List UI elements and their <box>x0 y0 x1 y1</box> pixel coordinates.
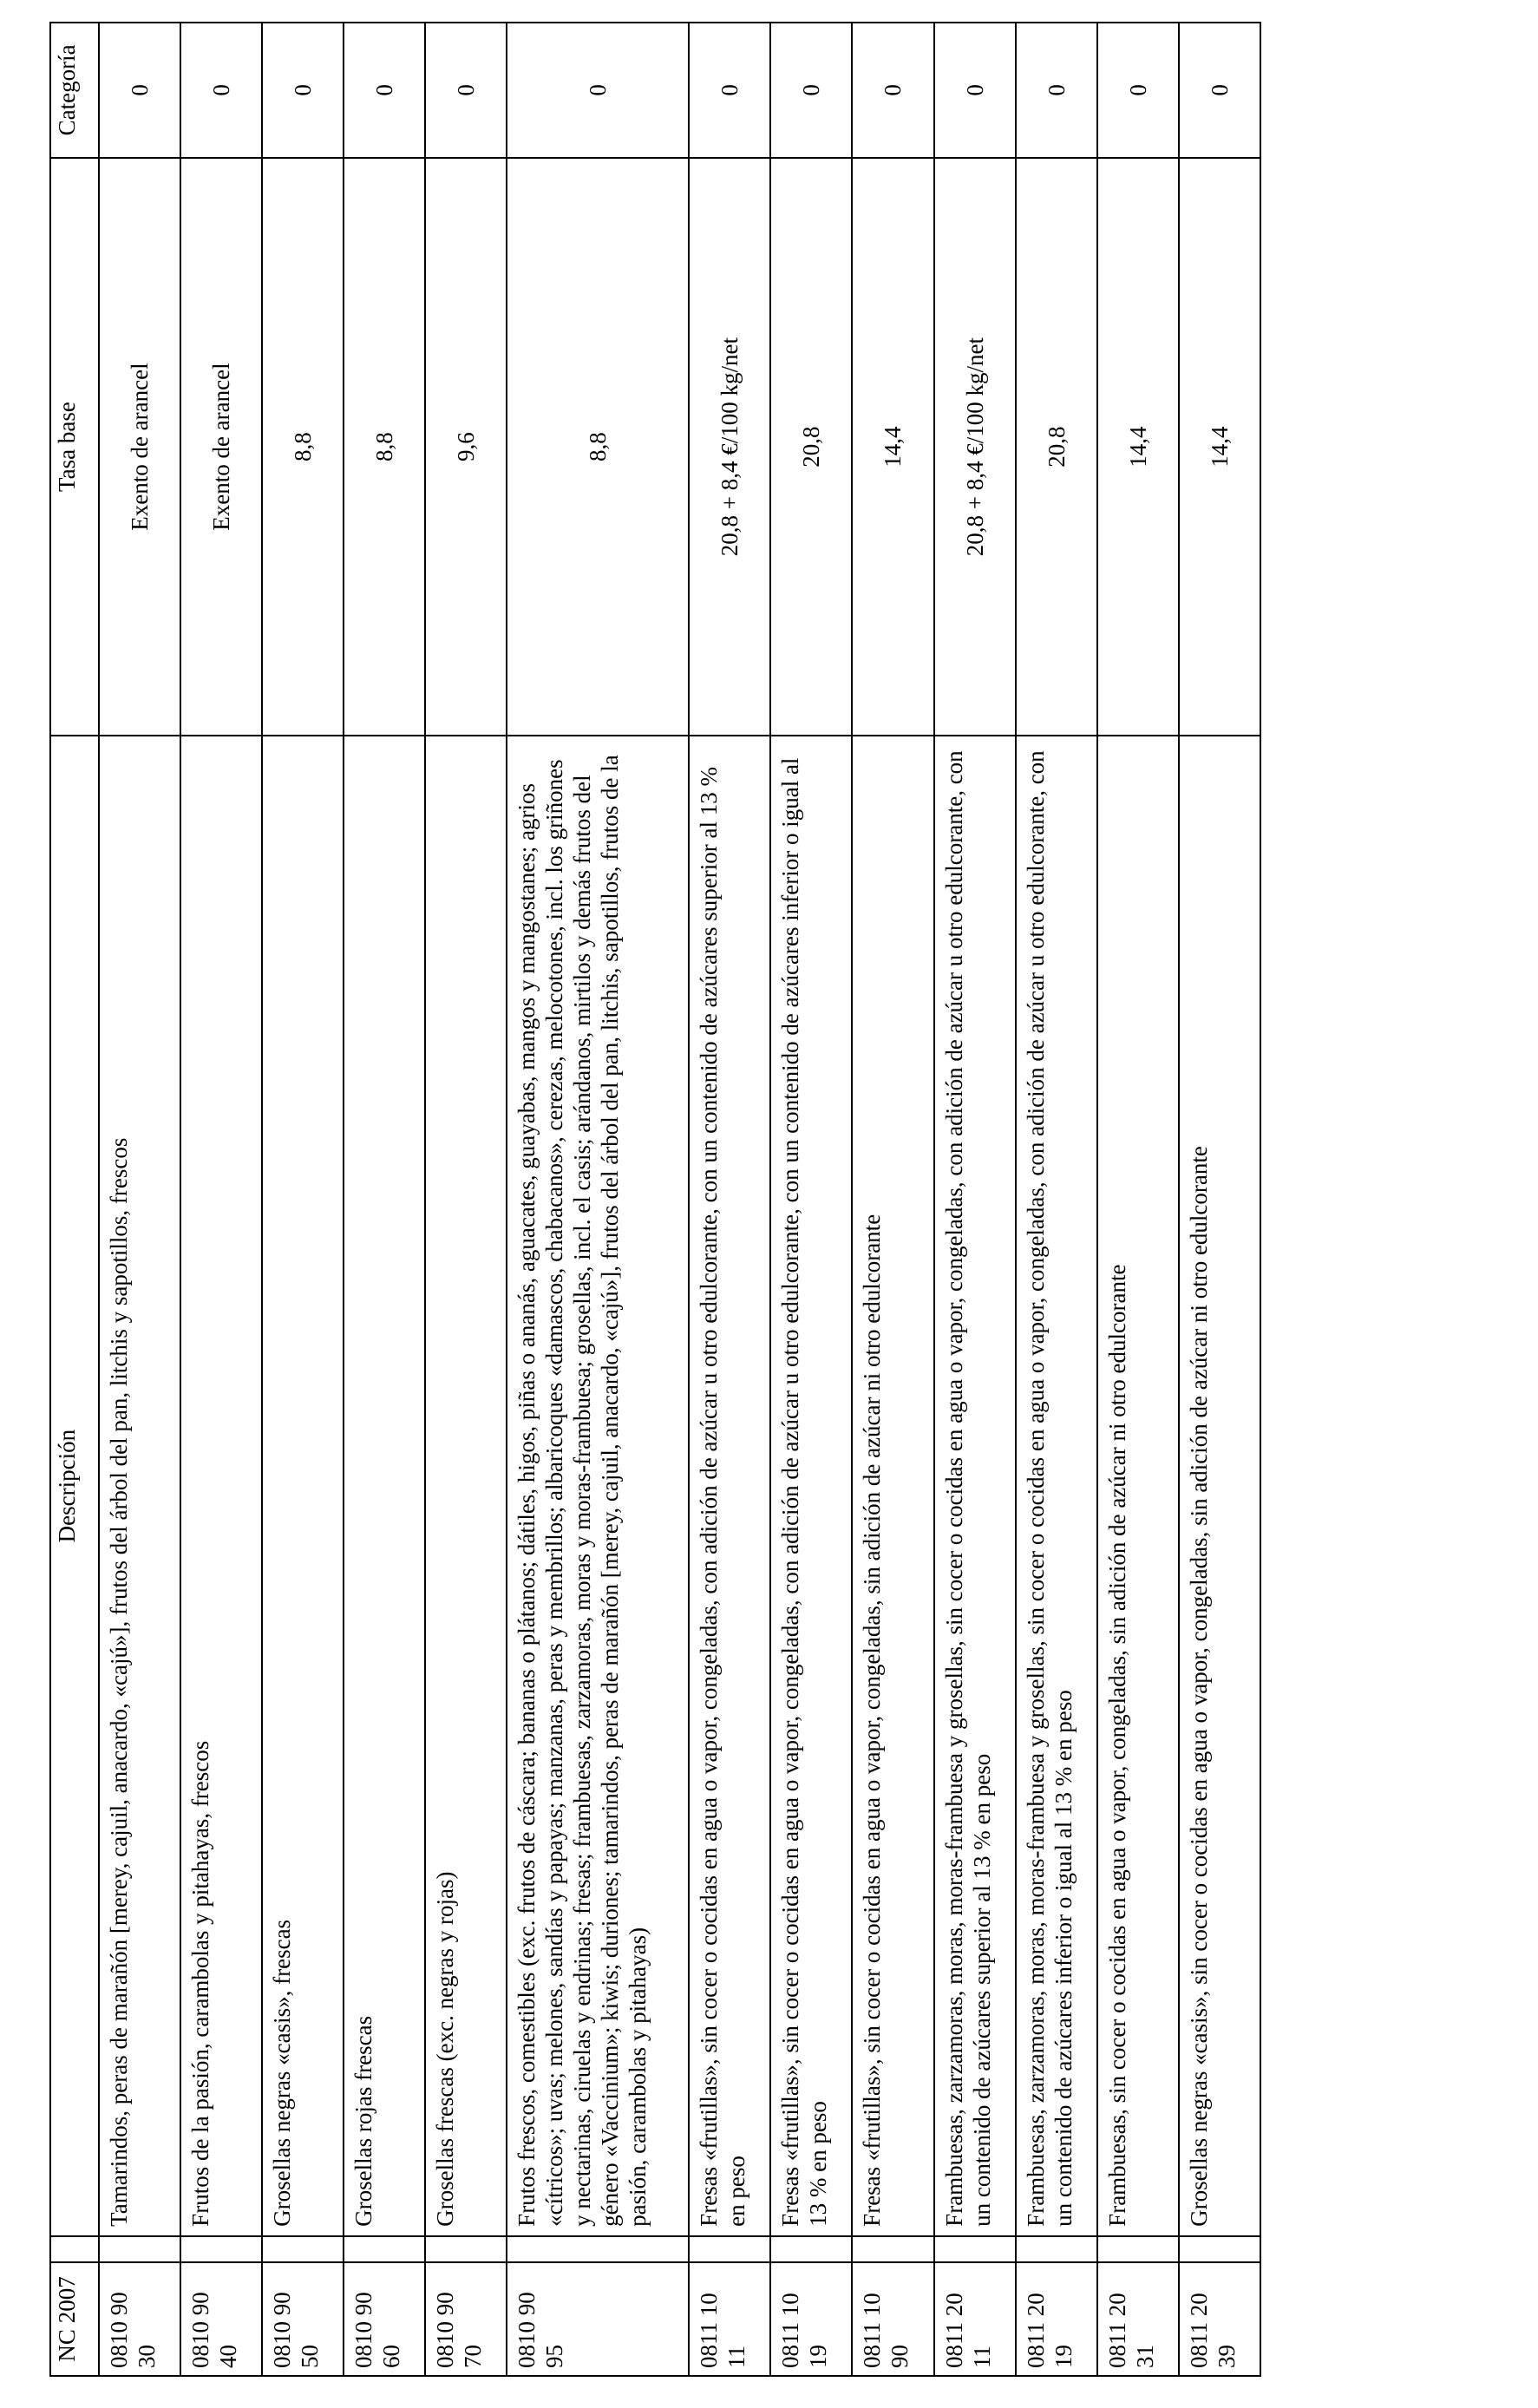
description-cell: Fresas «frutillas», sin cocer o cocidas en agua o vapor, congeladas, con adición de azúcar u otro edulcorante, con un contenido de azúcares superior al 13 % en peso <box>689 736 770 2235</box>
spacer-cell <box>425 2236 507 2262</box>
table-row <box>770 23 852 2376</box>
spacer-cell <box>689 2236 770 2262</box>
categoria-cell: 0 <box>99 23 180 158</box>
header-categoria: Categoría <box>50 23 99 158</box>
spacer-cell <box>262 2236 344 2262</box>
categoria-cell: 0 <box>1016 23 1097 158</box>
header-nc: NC 2007 <box>50 2262 99 2376</box>
nc-code-cell: 0810 90 60 <box>344 2262 425 2376</box>
tasa-base-cell: 8,8 <box>344 158 425 736</box>
table-row <box>262 23 344 2376</box>
table-row <box>180 23 262 2376</box>
spacer-cell <box>770 2236 852 2262</box>
categoria-cell: 0 <box>689 23 770 158</box>
nc-code-cell: 0811 10 19 <box>770 2262 852 2376</box>
categoria-cell: 0 <box>507 23 689 158</box>
categoria-cell: 0 <box>180 23 262 158</box>
categoria-cell: 0 <box>934 23 1016 158</box>
spacer-cell <box>507 2236 689 2262</box>
spacer-cell <box>852 2236 933 2262</box>
categoria-cell: 0 <box>1097 23 1179 158</box>
categoria-cell: 0 <box>425 23 507 158</box>
spacer-cell <box>344 2236 425 2262</box>
table-row <box>1179 23 1260 2376</box>
nc-code-cell: 0810 90 95 <box>507 2262 689 2376</box>
header-descripcion: Descripción <box>50 736 99 2235</box>
spacer-cell <box>99 2236 180 2262</box>
tasa-base-cell: 8,8 <box>262 158 344 736</box>
spacer-cell <box>1179 2236 1260 2262</box>
tasa-base-cell: 20,8 <box>1016 158 1097 736</box>
tasa-base-cell: Exento de arancel <box>180 158 262 736</box>
tasa-base-cell: 14,4 <box>1179 158 1260 736</box>
description-cell: Frutos frescos, comestibles (exc. frutos de cáscara; bananas o plátanos; dátiles, higos, piñas o ananás, aguacates, guayabas, mangos y mangostanes; agrios «cítricos»; uvas; melones, sandías y papayas; manzanas, peras y membrillos; albaricoques «damascos, chabacanos», cerezas, melocotones, incl. los griñones y nectarinas, ciruelas y endrinas; fresas; frambuesas, zarzamoras, moras y moras-frambuesa; grosellas, incl. el casis; arándanos, mirtilos y demás frutos del género «Vaccinium»; kiwis; duriones; tamarindos, peras de marañón [merey, cajuil, anacardo, «cajú»], frutos del árbol del pan, litchis, sapotillos, frutos de la pasión, carambolas y pitahayas) <box>507 736 689 2235</box>
table-row <box>344 23 425 2376</box>
nc-code-cell: 0811 20 19 <box>1016 2262 1097 2376</box>
table-row <box>689 23 770 2376</box>
categoria-cell: 0 <box>262 23 344 158</box>
header-row <box>50 23 99 2376</box>
description-cell: Frambuesas, sin cocer o cocidas en agua o vapor, congeladas, sin adición de azúcar ni otro edulcorante <box>1097 736 1179 2235</box>
tasa-base-cell: 20,8 <box>770 158 852 736</box>
nc-code-cell: 0810 90 40 <box>180 2262 262 2376</box>
tasa-base-cell: 14,4 <box>1097 158 1179 736</box>
description-cell: Grosellas rojas frescas <box>344 736 425 2235</box>
description-cell: Tamarindos, peras de marañón [merey, cajuil, anacardo, «cajú»], frutos del árbol del pan, litchis y sapotillos, frescos <box>99 736 180 2235</box>
nc-code-cell: 0810 90 50 <box>262 2262 344 2376</box>
description-cell: Grosellas negras «casis», frescas <box>262 736 344 2235</box>
description-cell: Fresas «frutillas», sin cocer o cocidas en agua o vapor, congeladas, sin adición de azúcar ni otro edulcorante <box>852 736 933 2235</box>
categoria-cell: 0 <box>770 23 852 158</box>
table-row <box>425 23 507 2376</box>
table-row <box>1097 23 1179 2376</box>
spacer-cell <box>180 2236 262 2262</box>
nc-code-cell: 0811 10 11 <box>689 2262 770 2376</box>
table-row <box>934 23 1016 2376</box>
tasa-base-cell: 8,8 <box>507 158 689 736</box>
tasa-base-cell: 20,8 + 8,4 €/100 kg/net <box>934 158 1016 736</box>
tariff-table <box>49 22 1261 2377</box>
categoria-cell: 0 <box>1179 23 1260 158</box>
rotated-page <box>49 22 1261 2377</box>
table-row <box>852 23 933 2376</box>
description-cell: Fresas «frutillas», sin cocer o cocidas en agua o vapor, congeladas, con adición de azúcar u otro edulcorante, con un contenido de azúcares inferior o igual al 13 % en peso <box>770 736 852 2235</box>
nc-code-cell: 0811 10 90 <box>852 2262 933 2376</box>
header-tasa-base: Tasa base <box>50 158 99 736</box>
nc-code-cell: 0811 20 11 <box>934 2262 1016 2376</box>
description-cell: Frutos de la pasión, carambolas y pitahayas, frescos <box>180 736 262 2235</box>
nc-code-cell: 0810 90 70 <box>425 2262 507 2376</box>
table-body <box>99 23 1260 2376</box>
tasa-base-cell: Exento de arancel <box>99 158 180 736</box>
description-cell: Frambuesas, zarzamoras, moras, moras-frambuesa y grosellas, sin cocer o cocidas en agua o vapor, congeladas, con adición de azúcar u otro edulcorante, con un contenido de azúcares inferior o igual al 13 % en peso <box>1016 736 1097 2235</box>
description-cell: Frambuesas, zarzamoras, moras, moras-frambuesa y grosellas, sin cocer o cocidas en agua o vapor, congeladas, con adición de azúcar u otro edulcorante, con un contenido de azúcares superior al 13 % en peso <box>934 736 1016 2235</box>
table-row <box>1016 23 1097 2376</box>
categoria-cell: 0 <box>344 23 425 158</box>
spacer-cell <box>1016 2236 1097 2262</box>
categoria-cell: 0 <box>852 23 933 158</box>
table-row <box>507 23 689 2376</box>
description-cell: Grosellas frescas (exc. negras y rojas) <box>425 736 507 2235</box>
description-cell: Grosellas negras «casis», sin cocer o cocidas en agua o vapor, congeladas, sin adición de azúcar ni otro edulcorante <box>1179 736 1260 2235</box>
nc-code-cell: 0810 90 30 <box>99 2262 180 2376</box>
tasa-base-cell: 14,4 <box>852 158 933 736</box>
nc-code-cell: 0811 20 39 <box>1179 2262 1260 2376</box>
nc-code-cell: 0811 20 31 <box>1097 2262 1179 2376</box>
tasa-base-cell: 20,8 + 8,4 €/100 kg/net <box>689 158 770 736</box>
header-spacer <box>50 2236 99 2262</box>
table-row <box>99 23 180 2376</box>
tasa-base-cell: 9,6 <box>425 158 507 736</box>
spacer-cell <box>934 2236 1016 2262</box>
spacer-cell <box>1097 2236 1179 2262</box>
